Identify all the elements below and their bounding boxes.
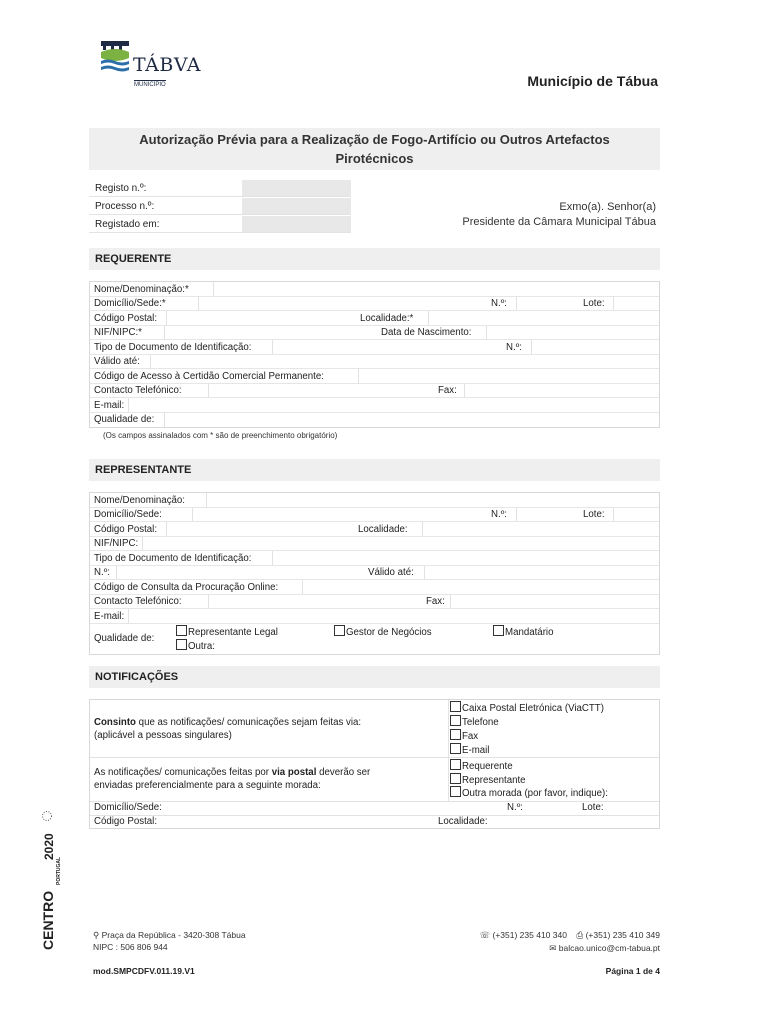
rep-qualidade-label: Qualidade de: xyxy=(94,632,155,644)
table-row xyxy=(90,398,659,413)
year-text: 2020 xyxy=(42,833,56,860)
rep-tipo-documento-label: Tipo de Documento de Identificação: xyxy=(94,552,252,564)
numero-label: N.º: xyxy=(491,298,507,309)
email-icon: ✉ xyxy=(549,943,559,953)
page-number: Página 1 de 4 xyxy=(605,966,660,976)
table-row xyxy=(90,369,659,384)
option-telefone[interactable]: Telefone xyxy=(450,715,499,729)
table-row xyxy=(90,566,659,581)
processo-label: Processo n.º: xyxy=(95,201,155,212)
rep-email-label: E-mail: xyxy=(94,610,125,622)
consinto-text: Consinto que as notificações/ comunicações sejam feitas via: xyxy=(94,717,362,728)
rep-contacto-label: Contacto Telefónico: xyxy=(94,596,182,607)
qualidade-gestor-option[interactable]: Gestor de Negócios xyxy=(334,625,432,638)
notif-codigo-postal-label: Código Postal: xyxy=(94,816,158,827)
registado-row xyxy=(89,216,351,233)
rep-nif-label: NIF/NIPC: xyxy=(94,538,139,549)
table-row xyxy=(90,413,659,428)
addressee-line2: Presidente da Câmara Municipal Tábua xyxy=(462,216,656,228)
lote-label: Lote: xyxy=(583,298,605,309)
requerente-heading: REQUERENTE xyxy=(89,248,660,270)
table-row xyxy=(90,580,659,595)
table-row xyxy=(90,340,659,355)
checkbox-representante[interactable] xyxy=(450,773,461,784)
eu-flag-icon xyxy=(41,810,53,822)
table-row xyxy=(90,493,659,508)
checkbox-outra[interactable] xyxy=(176,639,187,650)
required-fields-note: (Os campos assinalados com * são de preenchimento obrigatório) xyxy=(103,431,338,440)
table-row xyxy=(90,551,659,566)
table-row xyxy=(90,624,659,654)
fax-label: Fax: xyxy=(438,385,457,396)
footer-nipc: NIPC : 506 806 944 xyxy=(93,942,168,952)
checkbox-fax[interactable] xyxy=(450,729,461,740)
rep-domicilio-label: Domicílio/Sede: xyxy=(94,509,162,520)
table-row xyxy=(90,537,659,552)
table-row xyxy=(90,508,659,523)
data-nascimento-label: Data de Nascimento: xyxy=(381,327,472,338)
notif-domicilio-label: Domicílio/Sede: xyxy=(94,802,162,813)
processo-row xyxy=(89,198,351,215)
portugal-text: PORTUGAL xyxy=(56,856,62,885)
option-fax[interactable]: Fax xyxy=(450,729,478,743)
rep-lote-label: Lote: xyxy=(583,509,605,520)
processo-field[interactable] xyxy=(242,198,351,214)
checkbox-caixa-postal[interactable] xyxy=(450,701,461,712)
codigo-acesso-label: Código de Acesso à Certidão Comercial Permanente: xyxy=(94,370,324,382)
addressee-line1: Exmo(a). Senhor(a) xyxy=(559,201,656,213)
table-row xyxy=(90,311,659,326)
nome-label: Nome/Denominação:* xyxy=(94,283,189,295)
form-title-line2: Pirotécnicos xyxy=(335,151,414,166)
option-requerente[interactable]: Requerente xyxy=(450,759,513,773)
checkbox-mandatario[interactable] xyxy=(493,625,504,636)
table-row xyxy=(90,384,659,399)
postal-note: enviadas preferencialmente para a seguinte morada: xyxy=(94,780,321,791)
table-row xyxy=(90,326,659,341)
rep-valido-label: Válido até: xyxy=(368,567,414,578)
requerente-table xyxy=(89,281,660,428)
municipality-heading: Município de Tábua xyxy=(527,73,658,89)
consinto-note: (aplicável a pessoas singulares) xyxy=(94,730,232,741)
numero-documento-label: N.º: xyxy=(506,341,522,353)
notif-lote-label: Lote: xyxy=(582,802,604,813)
contacto-label: Contacto Telefónico: xyxy=(94,385,182,396)
tipo-documento-label: Tipo de Documento de Identificação: xyxy=(94,341,252,353)
email-label: E-mail: xyxy=(94,399,125,411)
registo-field[interactable] xyxy=(242,180,351,196)
checkbox-legal[interactable] xyxy=(176,625,187,636)
phone-icon: ☏ xyxy=(479,930,493,940)
qualidade-outra-option[interactable]: Outra: xyxy=(176,639,215,652)
table-row xyxy=(90,355,659,370)
centro2020-logo xyxy=(36,775,64,950)
rep-codigo-postal-label: Código Postal: xyxy=(94,523,158,535)
fax-icon: ⎙ xyxy=(576,930,586,940)
qualidade-mandatario-option[interactable]: Mandatário xyxy=(493,625,553,638)
table-row xyxy=(90,297,659,312)
nif-label: NIF/NIPC:* xyxy=(94,327,142,338)
representante-heading: REPRESENTANTE xyxy=(89,459,660,481)
rep-nome-label: Nome/Denominação: xyxy=(94,494,186,506)
registado-field[interactable] xyxy=(242,216,351,232)
domicilio-label: Domicílio/Sede:* xyxy=(94,298,166,309)
footer-address: ⚲ Praça da República - 3420-308 Tábua xyxy=(93,930,246,940)
form-title xyxy=(89,128,660,170)
municipality-logo xyxy=(100,40,210,90)
footer-email: ✉ balcao.unico@cm-tabua.pt xyxy=(549,943,660,953)
rep-numero-documento-label: N.º: xyxy=(94,567,110,578)
checkbox-gestor[interactable] xyxy=(334,625,345,636)
option-outra-morada[interactable]: Outra morada (por favor, indique): xyxy=(450,786,608,800)
notificacoes-table xyxy=(89,699,660,829)
registado-label: Registado em: xyxy=(95,219,160,230)
rep-localidade-label: Localidade: xyxy=(358,523,408,535)
logo-wordmark: TÁBVA xyxy=(133,54,201,76)
notif-numero-label: N.º: xyxy=(507,802,523,813)
centro-text: CENTRO xyxy=(40,890,56,950)
table-row xyxy=(90,522,659,537)
rep-numero-label: N.º: xyxy=(491,509,507,520)
form-title-line1: Autorização Prévia para a Realização de Fogo-Artifício ou Outros Artefactos xyxy=(139,132,610,147)
localidade-label: Localidade:* xyxy=(360,312,414,324)
table-row xyxy=(90,282,659,297)
checkbox-requerente[interactable] xyxy=(450,759,461,770)
table-row xyxy=(90,595,659,610)
option-representante[interactable]: Representante xyxy=(450,773,526,787)
registration-block xyxy=(89,180,660,235)
footer-phones: ☏ (+351) 235 410 340 ⎙ (+351) 235 410 349 xyxy=(479,930,660,940)
checkbox-email[interactable] xyxy=(450,743,461,754)
notificacoes-heading: NOTIFICAÇÕES xyxy=(89,666,660,688)
registo-row xyxy=(89,180,351,197)
codigo-postal-label: Código Postal: xyxy=(94,312,158,324)
logo-subtitle: MUNICÍPIO xyxy=(134,82,166,88)
logo-emblem-icon xyxy=(100,40,130,76)
option-caixa-postal[interactable]: Caixa Postal Eletrónica (ViaCTT) xyxy=(450,701,604,715)
table-row xyxy=(90,609,659,624)
qualidade-label: Qualidade de: xyxy=(94,414,155,425)
postal-text: As notificações/ comunicações feitas por via postal deverão ser xyxy=(94,767,371,778)
checkbox-outra-morada[interactable] xyxy=(450,786,461,797)
representante-table xyxy=(89,492,660,655)
valido-label: Válido até: xyxy=(94,356,140,367)
rep-codigo-consulta-label: Código de Consulta da Procuração Online: xyxy=(94,581,279,593)
checkbox-telefone[interactable] xyxy=(450,715,461,726)
qualidade-legal-option[interactable]: Representante Legal xyxy=(176,625,278,638)
rep-fax-label: Fax: xyxy=(426,596,445,607)
option-email[interactable]: E-mail xyxy=(450,743,489,757)
addressee xyxy=(462,200,656,230)
registo-label: Registo n.º: xyxy=(95,183,147,194)
notif-localidade-label: Localidade: xyxy=(438,816,488,827)
document-code: mod.SMPCDFV.011.19.V1 xyxy=(93,966,195,976)
location-pin-icon: ⚲ xyxy=(93,930,102,940)
